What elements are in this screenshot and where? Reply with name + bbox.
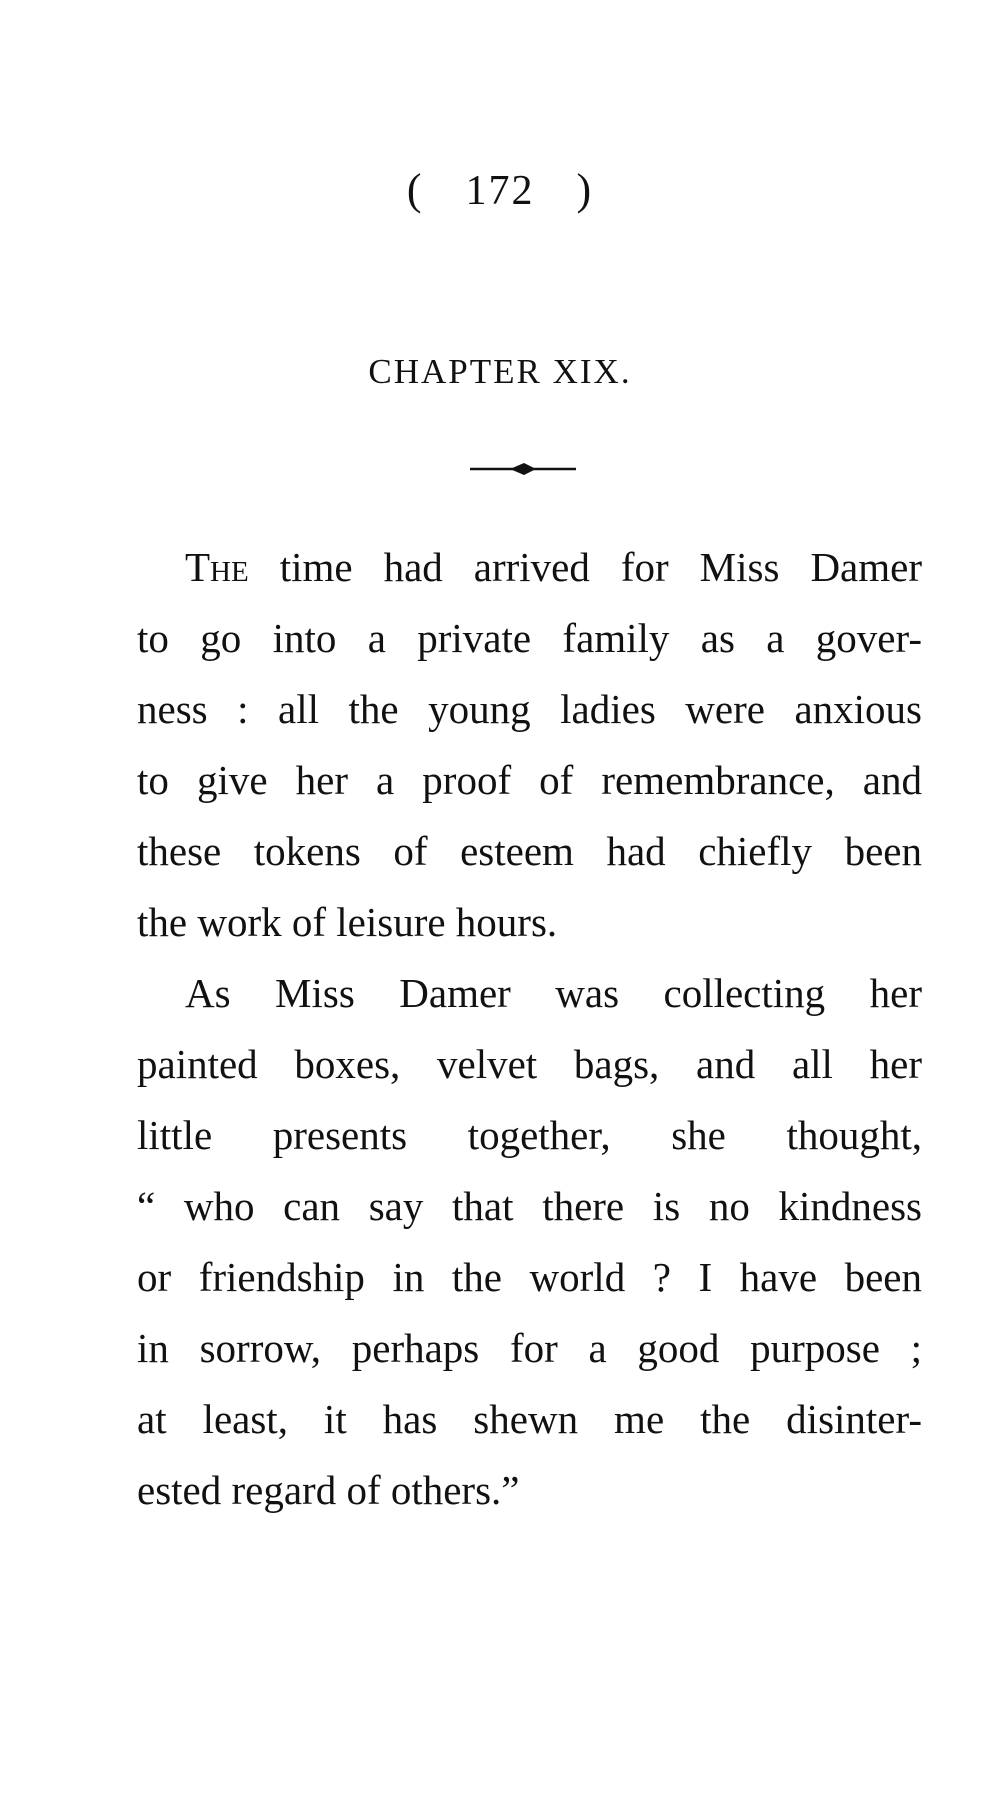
body-text [137, 532, 922, 1526]
lead-word: The [185, 544, 249, 590]
page-number [0, 165, 1000, 214]
page-number-close-paren: ) [576, 165, 594, 214]
text-line: “ who can say that there is no kindness [137, 1183, 922, 1229]
text-line: the work of leisure hours. [137, 899, 558, 945]
text-line: The time had arrived for Miss Damer [185, 544, 922, 590]
page-number-value: 172 [465, 168, 535, 214]
text-line: ness : all the young ladies were anxious [137, 686, 922, 732]
text-line: these tokens of esteem had chiefly been [137, 828, 922, 874]
text-line: little presents together, she thought, [137, 1112, 922, 1158]
text-line: painted boxes, velvet bags, and all her [137, 1041, 922, 1087]
text-line: in sorrow, perhaps for a good purpose ; [137, 1325, 922, 1371]
text-line: As Miss Damer was collecting her [185, 970, 922, 1016]
chapter-heading: CHAPTER XIX. [368, 352, 632, 391]
text-line: at least, it has shewn me the disinter- [137, 1396, 922, 1442]
paragraph-2 [137, 958, 922, 1526]
paragraph-1 [137, 532, 922, 958]
divider-ornament-icon [468, 459, 578, 479]
text-line: to go into a private family as a gover- [137, 615, 922, 661]
text-line: or friendship in the world ? I have been [137, 1254, 922, 1300]
text-line: to give her a proof of remembrance, and [137, 757, 922, 803]
page-number-open-paren: ( [406, 165, 424, 214]
text-line: ested regard of others.” [137, 1467, 520, 1513]
